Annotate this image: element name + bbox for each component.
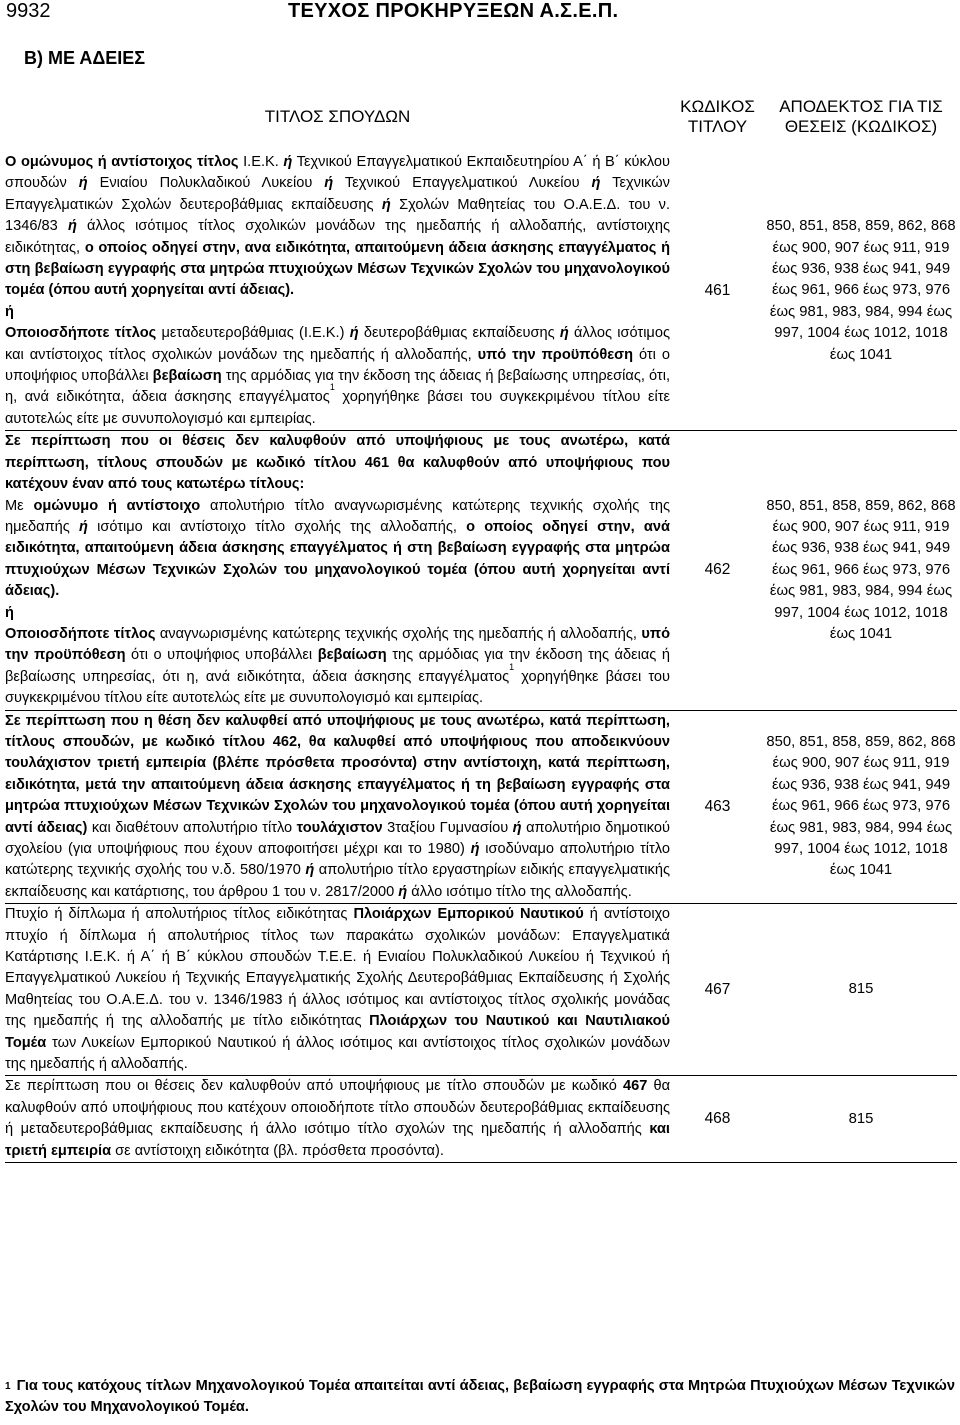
col-header-title: ΤΙΤΛΟΣ ΣΠΟΥΔΩΝ — [264, 107, 411, 126]
code-cell: 468 — [670, 1076, 765, 1163]
page-header — [0, 0, 960, 40]
table-header-row — [5, 82, 957, 152]
code-cell: 463 — [670, 710, 765, 904]
title-cell: Πτυχίο ή δίπλωμα ή απολυτήριος τίτλος ειδικότητας Πλοιάρχων Εμπορικού Ναυτικού ή αντίστοιχο πτυχίο ή δίπλωμα ή απολυτήριος τίτλος των παρακάτω σχολικών μονάδων: Επαγγελματικά Κατάρτισης Ι.Ε.Κ. ή Α΄ ή Β΄ κύκλου σπουδών Τ.Ε.Ε. ή Ενιαίου Πολυκλαδικού Λυκείου ή Τεχνικού ή Επαγγελματικού Λυκείου ή Τεχνικής Επαγγελματικής Σχολής Δευτεροβάθμιας Εκπαίδευσης ή Σχολής Μαθητείας του Ο.Α.Ε.Δ. του ν. 1346/1983 ή άλλος ισότιμος και αντίστοιχος τίτλος σχολικής μονάδας της ημεδαπής ή της αλλοδαπής με τίτλο ειδικότητας Πλοιάρχων του Ναυτικού και Ναυτιλιακού Τομέα των Λυκείων Εμπορικού Ναυτικού ή άλλος ισότιμος και αντίστοιχος τίτλος σχολικών μονάδων της ημεδαπής ή αλλοδαπής. — [5, 904, 670, 1076]
table-row — [5, 152, 957, 431]
positions-cell: 815 — [765, 904, 957, 1076]
positions-cell: 850, 851, 858, 859, 862, 868 έως 900, 907 έως 911, 919 έως 936, 938 έως 941, 949 έως 961, 966 έως 973, 976 έως 981, 983, 984, 994 έως 997, 1004 έως 1012, 1018 έως 1041 — [765, 152, 957, 431]
col-header-positions: ΑΠΟΔΕΚΤΟΣ ΓΙΑ ΤΙΣ ΘΕΣΕΙΣ (ΚΩΔΙΚΟΣ) — [779, 97, 943, 136]
footnote — [5, 1376, 955, 1418]
code-cell: 461 — [670, 152, 765, 431]
qualifications-table — [5, 82, 957, 1163]
title-cell: Ο ομώνυμος ή αντίστοιχος τίτλος Ι.Ε.Κ. ή Τεχνικού Επαγγελματικού Εκπαιδευτηρίου Α΄ ή Β΄ κύκλου σπουδών ή Ενιαίου Πολυκλαδικού Λυκείου ή Τεχνικού Επαγγελματικού Λυκείου ή Τεχνικών Επαγγελματικών Σχολών δευτεροβάθμιας εκπαίδευσης ή Σχολών Μαθητείας του Ο.Α.Ε.Δ. του ν. 1346/83 ή άλλος ισότιμος τίτλος σχολικών μονάδων της ημεδαπής ή αλλοδαπής, αντίστοιχης ειδικότητας, ο οποίος οδηγεί στην, ανα ειδικότητα, απαιτούμενη άδεια άσκησης επαγγέλματος ή στη βεβαίωση εγγραφής στα μητρώα πτυχιούχων Μέσων Τεχνικών Σχολών του μηχανολογικού τομέα (όπου αυτή χορηγείται αντί άδειας). ή Οποιοσδήποτε τίτλος μεταδευτεροβάθμιας (Ι.Ε.Κ.) ή δευτεροβάθμιας εκπαίδευσης ή άλλος ισότιμος και αντίστοιχος τίτλος σχολικών μονάδων της ημεδαπής ή αλλοδαπής, υπό την προϋπόθεση ότι ο υποψήφιος υποβάλλει βεβαίωση της αρμόδιας για την έκδοση της άδειας ή βεβαίωσης υπηρεσίας, ότι, η, ανά ειδικότητα, άδεια άσκησης επαγγέλματος$^1$ χορηγήθηκε βάσει του συγκεκριμένου τίτλου είτε αυτοτελώς είτε με συνυπολογισμό και εμπειρίας. — [5, 152, 670, 431]
positions-cell: 850, 851, 858, 859, 862, 868 έως 900, 907 έως 911, 919 έως 936, 938 έως 941, 949 έως 961, 966 έως 973, 976 έως 981, 983, 984, 994 έως 997, 1004 έως 1012, 1018 έως 1041 — [765, 710, 957, 904]
title-cell: Σε περίπτωση που οι θέσεις δεν καλυφθούν από υποψήφιους με τους ανωτέρω, κατά περίπτωση, τίτλους σπουδών με κωδικό τίτλου 461 θα καλυφθούν από υποψήφιους που κατέχουν έναν από τους κατωτέρω τίτλους: Με ομώνυμο ή αντίστοιχο απολυτήριο τίτλο αναγνωρισμένης κατώτερης τεχνικής σχολής της ημεδαπής ή ισότιμο και αντίστοιχο τίτλο σχολής της αλλοδαπής, ο οποίος οδηγεί στην, ανά ειδικότητα, απαιτούμενη άδεια άσκησης επαγγέλματος ή στη βεβαίωση εγγραφής στα μητρώα πτυχιούχων Μέσων Τεχνικών Σχολών του μηχανολογικού τομέα (όπου αυτή χορηγείται αντί άδειας). ή Οποιοσδήποτε τίτλος αναγνωρισμένης κατώτερης τεχνικής σχολής της ημεδαπής ή αλλοδαπής, υπό την προϋπόθεση ότι ο υποψήφιος υποβάλλει βεβαίωση της αρμόδιας για την έκδοση της άδειας ή βεβαίωσης υπηρεσίας, ότι η, ανά ειδικότητα, άδεια άσκησης επαγγέλματος$^1$ χορηγήθηκε βάσει του συγκεκριμένου τίτλου είτε αυτοτελώς είτε με συνυπολογισμό και εμπειρίας. — [5, 431, 670, 710]
page-number: 9932 — [6, 0, 51, 22]
section-title: Β) ΜΕ ΑΔΕΙΕΣ — [24, 48, 146, 68]
code-cell: 467 — [670, 904, 765, 1076]
issue-title: ΤΕΥΧΟΣ ΠΡΟΚΗΡΥΞΕΩΝ Α.Σ.Ε.Π. — [288, 0, 619, 22]
positions-cell: 850, 851, 858, 859, 862, 868 έως 900, 907 έως 911, 919 έως 936, 938 έως 941, 949 έως 961, 966 έως 973, 976 έως 981, 983, 984, 994 έως 997, 1004 έως 1012, 1018 έως 1041 — [765, 431, 957, 710]
code-cell: 462 — [670, 431, 765, 710]
table-row — [5, 710, 957, 904]
table-row — [5, 1076, 957, 1163]
footnote-mark: 1 — [5, 1381, 11, 1392]
footnote-text: Για τους κατόχους τίτλων Μηχανολογικού Τομέα απαιτείται αντί άδειας, βεβαίωση εγγραφής στα Μητρώα Πτυχιούχων Μέσων Τεχνικών Σχολών του Μηχανολογικού Τομέα. — [5, 1378, 955, 1415]
title-cell: Σε περίπτωση που οι θέσεις δεν καλυφθούν από υποψήφιους με τίτλο σπουδών με κωδικό 467 θα καλυφθούν από υποψήφιους που κατέχουν οποιοδήποτε τίτλο σπουδών δευτεροβάθμιας εκπαίδευσης ή μεταδευτεροβάθμιας εκπαίδευσης ή άλλο ισότιμο τίτλο σχολών της ημεδαπής ή αλλοδαπής και τριετή εμπειρία σε αντίστοιχη ειδικότητα (βλ. πρόσθετα προσόντα). — [5, 1076, 670, 1163]
col-header-code: ΚΩΔΙΚΟΣ ΤΙΤΛΟΥ — [680, 97, 755, 136]
title-cell: Σε περίπτωση που η θέση δεν καλυφθεί από υποψήφιους με τους ανωτέρω, κατά περίπτωση, τίτλους σπουδών, με κωδικό τίτλου 462, θα καλυφθεί από υποψήφιους που αποδεικνύουν τουλάχιστον τριετή εμπειρία (βλέπε πρόσθετα προσόντα) στην αντίστοιχη, κατά περίπτωση, ειδικότητα, μετά την απαιτούμενη άδεια άσκησης επαγγέλματος ή τη βεβαίωση εγγραφής στα μητρώα πτυχιούχων Μέσων Τεχνικών Σχολών του μηχανολογικού τομέα (όπου αυτή χορηγείται αντί άδειας) και διαθέτουν απολυτήριο τίτλο τουλάχιστον 3ταξίου Γυμνασίου ή απολυτήριο δημοτικού σχολείου (για υποψήφιους που έχουν αποφοιτήσει μέχρι και το 1980) ή ισοδύναμο απολυτήριο τίτλο κατώτερης τεχνικής σχολής του ν.δ. 580/1970 ή απολυτήριο τίτλο εργαστηρίων ειδικής επαγγελματικής εκπαίδευσης και κατάρτισης, του άρθρου 1 του ν. 2817/2000 ή άλλο ισότιμο τίτλο της αλλοδαπής. — [5, 710, 670, 904]
positions-cell: 815 — [765, 1076, 957, 1163]
table-row — [5, 904, 957, 1076]
table-row — [5, 431, 957, 710]
